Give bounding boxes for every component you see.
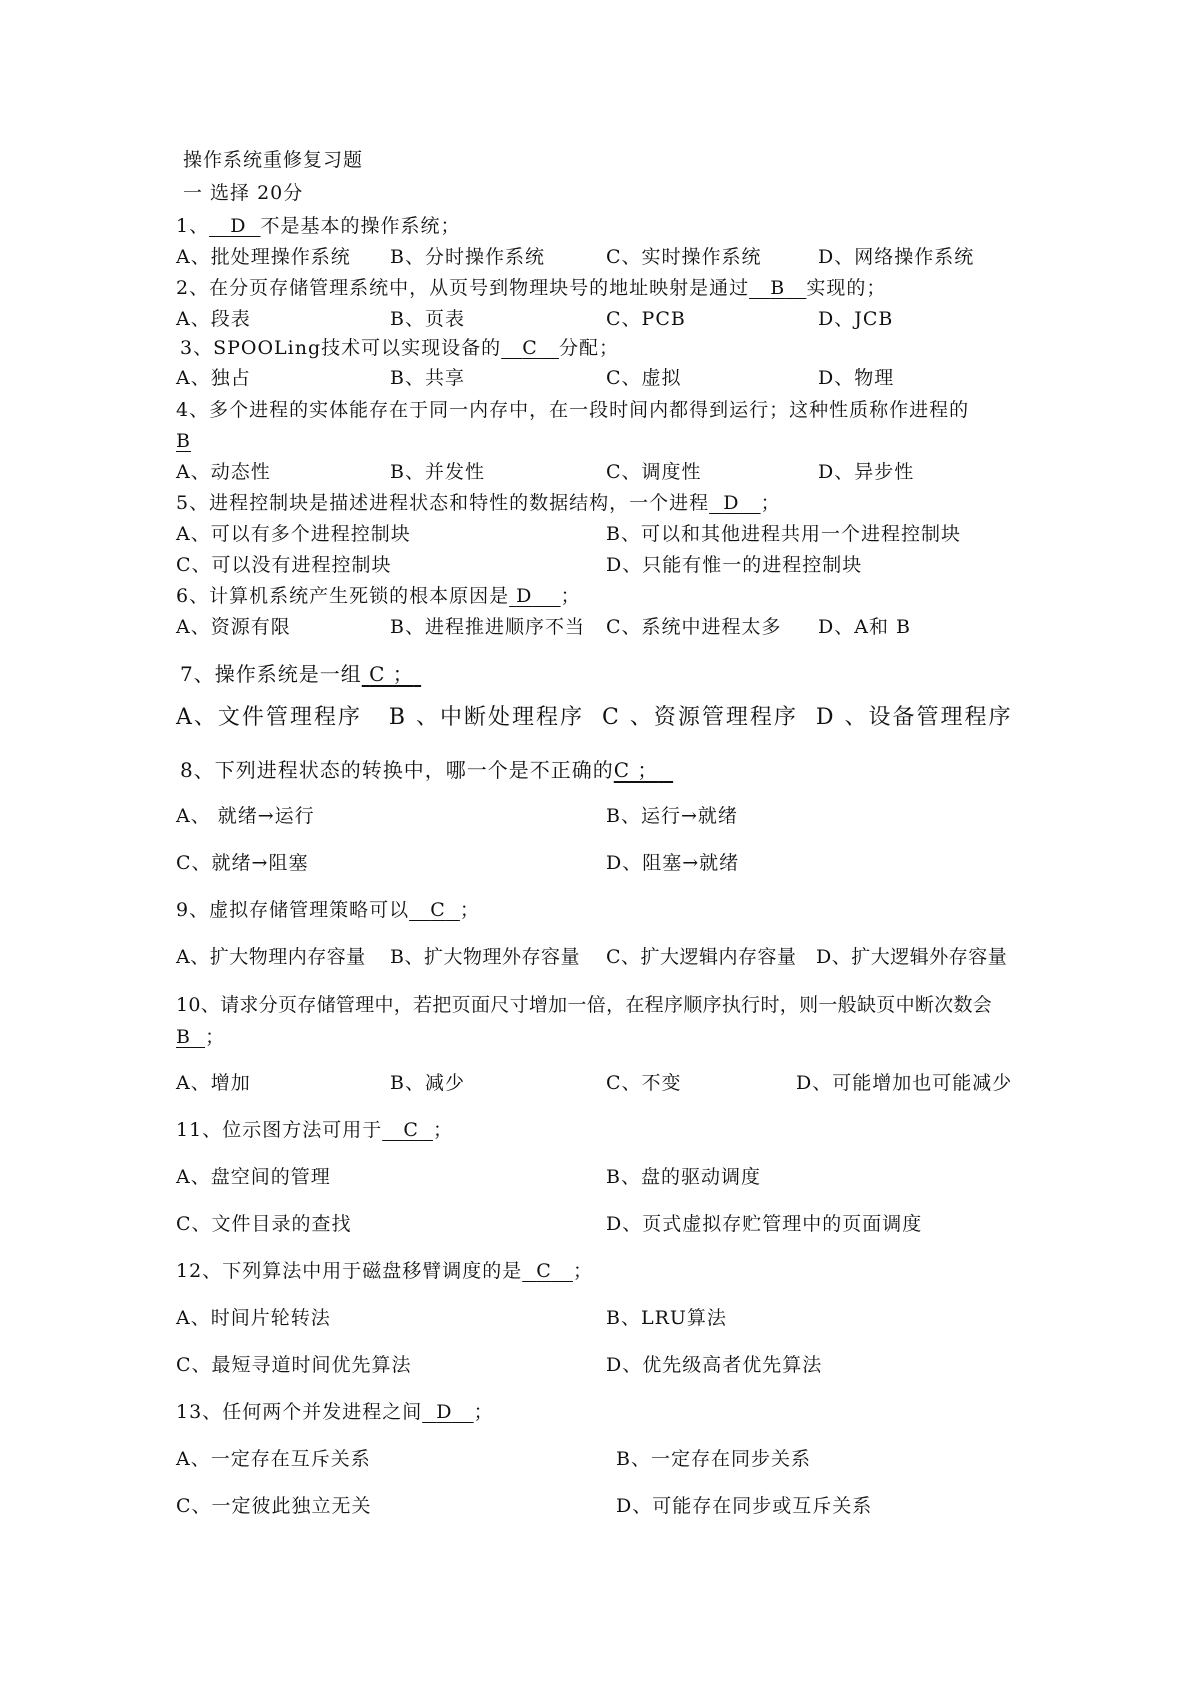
question-1 <box>176 214 461 238</box>
option-b: B、页表 <box>390 308 465 330</box>
question-text: 进程控制块是描述进程状态和特性的数据结构，一个进程 <box>209 492 710 514</box>
section-heading: 一 选择 20分 <box>183 182 304 204</box>
option-d: D、只能有惟一的进程控制块 <box>606 554 863 576</box>
question-text: 下列算法中用于磁盘移臂调度的是 <box>222 1260 523 1282</box>
answer-blank: C <box>430 899 446 921</box>
option-a: A、盘空间的管理 <box>176 1166 331 1188</box>
option-b: B、进程推进顺序不当 <box>390 616 585 638</box>
question-text-post: 不是基本的操作系统； <box>260 215 461 237</box>
option-b: B、盘的驱动调度 <box>606 1166 761 1188</box>
option-a: A、批处理操作系统 <box>176 246 351 268</box>
option-d: D、页式虚拟存贮管理中的页面调度 <box>606 1213 923 1235</box>
answer-blank: B <box>176 1026 191 1048</box>
option-c: C、虚拟 <box>606 367 682 389</box>
question-text: 计算机系统产生死锁的根本原因是 <box>209 585 510 607</box>
answer-blank: D <box>436 1401 453 1423</box>
option-b: B、分时操作系统 <box>390 246 545 268</box>
option-b: B、一定存在同步关系 <box>616 1448 811 1470</box>
answer-blank: D <box>723 492 740 514</box>
option-b: B 、中断处理程序 <box>388 705 585 730</box>
option-a: A、独占 <box>176 367 251 389</box>
answer-blank: D <box>230 215 247 237</box>
answer-blank: C <box>536 1260 552 1282</box>
question-8: 8、下列进程状态的转换中，哪一个是不正确的C ； <box>180 758 673 782</box>
question-text: 请求分页存储管理中，若把页面尺寸增加一倍，在程序顺序执行时，则一般缺页中断次数会 <box>220 994 993 1016</box>
option-b: B、LRU算法 <box>606 1307 727 1329</box>
option-a: A、资源有限 <box>176 616 291 638</box>
question-10: 10、请求分页存储管理中，若把页面尺寸增加一倍，在程序顺序执行时，则一般缺页中断次数会 <box>176 994 993 1016</box>
option-c: C、系统中进程太多 <box>606 616 782 638</box>
option-b: B、扩大物理外存容量 <box>390 946 580 968</box>
answer-blank: C ； <box>613 758 659 782</box>
question-3: 3、SPOOLing技术可以实现设备的 C 分配； <box>180 337 619 359</box>
answer-blank: C <box>522 337 538 359</box>
answer-blank: B <box>176 430 191 452</box>
option-c: C、文件目录的查找 <box>176 1213 352 1235</box>
question-text: 虚拟存储管理策略可以 <box>209 899 410 921</box>
option-d: D、物理 <box>818 367 895 389</box>
question-number: 1、 <box>176 215 210 237</box>
option-b: B、共享 <box>390 367 465 389</box>
question-7-options <box>176 704 1013 732</box>
question-11: 11、位示图方法可用于 C ； <box>176 1119 453 1141</box>
question-text: 在分页存储管理系统中，从页号到物理块号的地址映射是通过 <box>209 277 750 299</box>
option-b: B、可以和其他进程共用一个进程控制块 <box>606 523 961 545</box>
option-a: A、可以有多个进程控制块 <box>176 523 411 545</box>
option-a: A、段表 <box>176 308 251 330</box>
option-a: A、增加 <box>176 1072 251 1094</box>
option-a: A、扩大物理内存容量 <box>176 946 366 968</box>
answer-blank: C <box>403 1119 419 1141</box>
option-d: D、JCB <box>818 308 894 330</box>
question-10-answer: B ； <box>176 1026 226 1048</box>
option-d: D、A和 B <box>818 616 911 638</box>
option-a: A、时间片轮转法 <box>176 1307 331 1329</box>
option-d: D、网络操作系统 <box>818 246 975 268</box>
option-c: C、一定彼此独立无关 <box>176 1495 372 1517</box>
question-text: 任何两个并发进程之间 <box>222 1401 423 1423</box>
answer-blank: D <box>516 585 533 607</box>
question-6: 6、计算机系统产生死锁的根本原因是 D ； <box>176 585 581 607</box>
option-c: C、PCB <box>606 308 686 330</box>
option-c: C、调度性 <box>606 461 702 483</box>
option-a: A、动态性 <box>176 461 271 483</box>
question-9: 9、虚拟存储管理策略可以 C ； <box>176 899 480 921</box>
answer-blank: B <box>770 277 786 299</box>
option-c: C、扩大逻辑内存容量 <box>606 946 797 968</box>
option-d: D、异步性 <box>818 461 915 483</box>
option-c: C、不变 <box>606 1072 682 1094</box>
question-4: 4、多个进程的实体能存在于同一内存中，在一段时间内都得到运行；这种性质称作进程的 <box>176 399 970 421</box>
question-text: 操作系统是一组 <box>214 662 362 686</box>
option-d: D、扩大逻辑外存容量 <box>816 946 1008 968</box>
page-title: 操作系统重修复习题 <box>183 149 364 171</box>
option-b: B、减少 <box>390 1072 465 1094</box>
question-text: 位示图方法可用于 <box>222 1119 383 1141</box>
question-12: 12、下列算法中用于磁盘移臂调度的是 C ； <box>176 1260 593 1282</box>
option-a: A、文件管理程序 <box>176 705 362 730</box>
option-d: D、阻塞→就绪 <box>606 852 740 874</box>
option-d: D、可能增加也可能减少 <box>796 1072 1013 1094</box>
option-d: D、优先级高者优先算法 <box>606 1354 823 1376</box>
option-c: C、实时操作系统 <box>606 246 762 268</box>
option-c: C、就绪→阻塞 <box>176 852 309 874</box>
option-d: D 、设备管理程序 <box>815 705 1013 730</box>
question-2: 2、在分页存储管理系统中，从页号到物理块号的地址映射是通过 B 实现的； <box>176 277 887 299</box>
question-text: 下列进程状态的转换中，哪一个是不正确的 <box>214 758 614 782</box>
question-7: 7、操作系统是一组 C ； <box>180 662 421 686</box>
question-5: 5、进程控制块是描述进程状态和特性的数据结构，一个进程 D ； <box>176 492 781 514</box>
option-c: C、最短寻道时间优先算法 <box>176 1354 412 1376</box>
question-13: 13、任何两个并发进程之间 D ； <box>176 1401 494 1423</box>
option-c: C、可以没有进程控制块 <box>176 554 392 576</box>
option-d: D、可能存在同步或互斥关系 <box>616 1495 873 1517</box>
option-a: A、一定存在互斥关系 <box>176 1448 371 1470</box>
option-a: A、 就绪→运行 <box>176 805 315 827</box>
option-b: B、运行→就绪 <box>606 805 738 827</box>
option-b: B、并发性 <box>390 461 485 483</box>
question-text: SPOOLing技术可以实现设备的 <box>213 337 502 359</box>
answer-blank: C ； <box>369 662 414 686</box>
option-c: C 、资源管理程序 <box>602 705 798 730</box>
question-4-answer <box>176 429 191 453</box>
question-text: 多个进程的实体能存在于同一内存中，在一段时间内都得到运行；这种性质称作进程的 <box>209 399 970 421</box>
